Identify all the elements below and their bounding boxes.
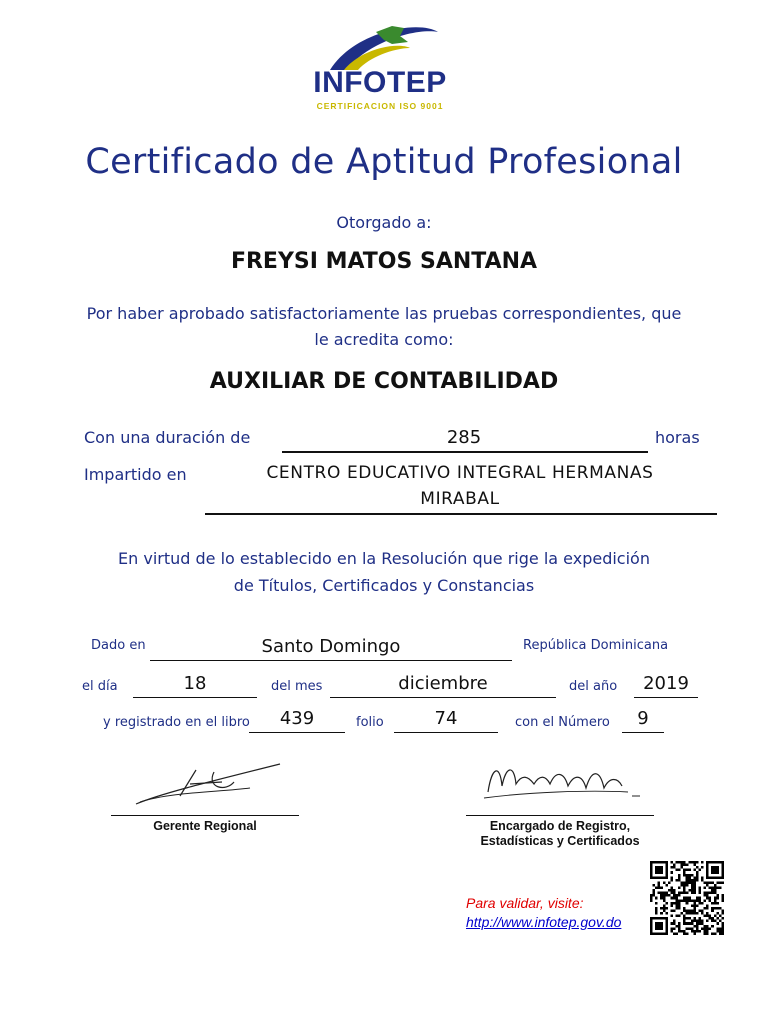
duration-label: Con una duración de [84, 428, 251, 447]
folio-value: 74 [434, 708, 458, 729]
folio-label: folio [356, 715, 384, 730]
duration-value: 285 [446, 427, 482, 448]
course-name: AUXILIAR DE CONTABILIDAD [209, 369, 559, 394]
left-signature-line [111, 815, 299, 816]
book-value: 439 [279, 708, 315, 729]
institution-label: Impartido en [84, 465, 187, 484]
statement-line-2: le acredita como: [314, 330, 454, 349]
book-underline [249, 732, 345, 733]
day-label: el día [82, 679, 118, 694]
day-underline [133, 697, 257, 698]
certificate-title: Certificado de Aptitud Profesional [85, 142, 683, 182]
number-underline [622, 732, 664, 733]
right-signature-label-line-2: Estadísticas y Certificados [480, 834, 640, 848]
institution-line-2: MIRABAL [420, 489, 500, 509]
country-value: República Dominicana [523, 638, 669, 653]
institution-line-1: CENTRO EDUCATIVO INTEGRAL HERMANAS [266, 463, 654, 483]
left-signature-label: Gerente Regional [153, 819, 257, 833]
number-value: 9 [637, 708, 649, 729]
place-label: Dado en [91, 638, 146, 653]
institution-underline [205, 513, 717, 515]
logo-title: INFOTEP [313, 66, 447, 99]
duration-underline [282, 451, 648, 453]
qr-code-icon[interactable] [650, 860, 724, 936]
resolution-line-2: de Títulos, Certificados y Constancias [233, 576, 535, 595]
right-signature-label-line-1: Encargado de Registro, [489, 819, 631, 833]
recipient-name: FREYSI MATOS SANTANA [230, 249, 538, 274]
logo-certification: CERTIFICACION ISO 9001 [316, 101, 444, 111]
validation-text: Para validar, visite: [466, 895, 584, 911]
month-label: del mes [271, 679, 323, 694]
place-value: Santo Domingo [261, 636, 401, 657]
validation-link[interactable]: http://www.infotep.gov.do [466, 914, 622, 930]
right-signature-label [456, 819, 664, 849]
resolution-line-1: En virtud de lo establecido en la Resolución que rige la expedición [118, 549, 650, 568]
month-underline [330, 697, 556, 698]
regional-manager-signature [130, 758, 290, 810]
book-label: y registrado en el libro [103, 715, 250, 730]
place-underline [150, 660, 512, 661]
year-value: 2019 [643, 673, 689, 694]
year-underline [634, 697, 698, 698]
statement-line-1: Por haber aprobado satisfactoriamente las pruebas correspondientes, que [86, 304, 682, 323]
granted-to-label: Otorgado a: [336, 213, 432, 232]
number-label: con el Número [515, 715, 610, 730]
right-signature-line [466, 815, 654, 816]
duration-unit: horas [655, 428, 700, 447]
statement-text [70, 301, 698, 353]
resolution-text [60, 545, 708, 599]
year-label: del año [569, 679, 618, 694]
day-value: 18 [183, 673, 207, 694]
folio-underline [394, 732, 498, 733]
month-value: diciembre [398, 673, 488, 694]
registrar-signature [478, 756, 648, 806]
